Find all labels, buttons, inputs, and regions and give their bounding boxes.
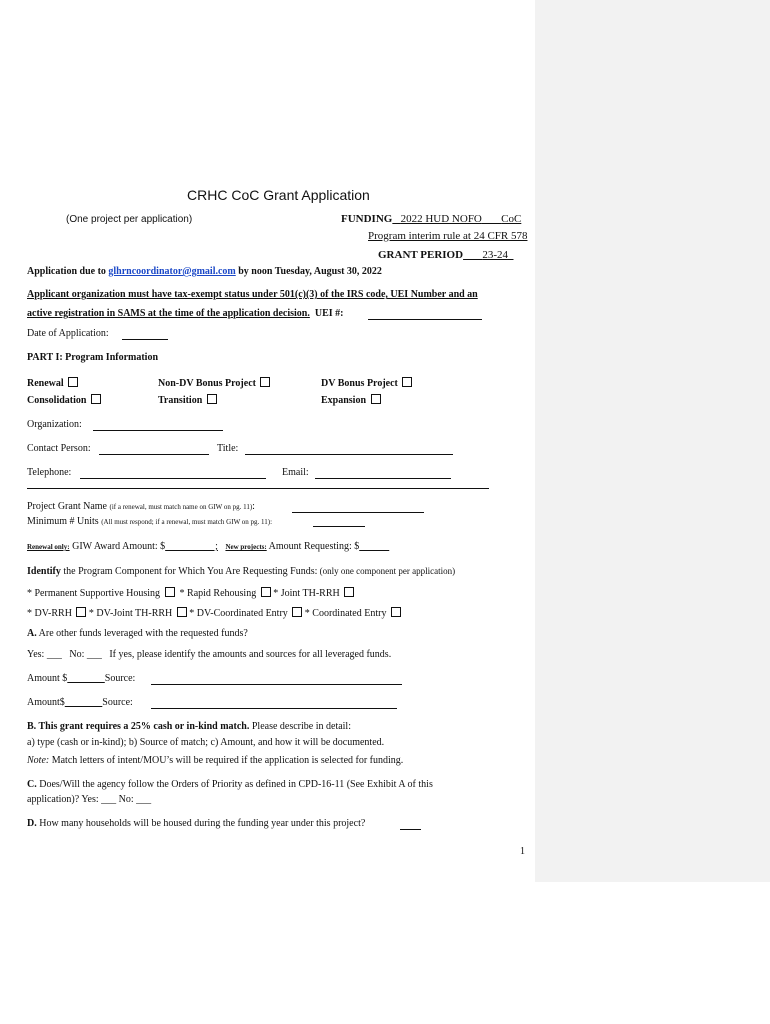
email-label: Email: [282, 467, 309, 478]
component-row-2 [27, 607, 401, 619]
option-dv[interactable]: DV Bonus Project [321, 377, 412, 389]
option-dvce[interactable]: * DV-Coordinated Entry [189, 608, 302, 619]
option-thrrh[interactable]: * Joint TH-RRH [273, 588, 354, 599]
page-number: 1 [520, 846, 525, 857]
project-name-field[interactable] [292, 512, 424, 513]
units-line: Minimum # Units (All must respond; if a renewal, must match GIW on pg. 11): [27, 516, 273, 527]
project-name-line: Project Grant Name (if a renewal, must match name on GIW on pg. 11): [27, 501, 255, 512]
checkbox-icon[interactable] [344, 587, 354, 597]
question-c: C. Does/Will the agency follow the Orders of Priority as defined in CPD-16-11 (See Exhibit A of this [27, 779, 433, 790]
checkbox-icon[interactable] [402, 377, 412, 387]
due-line: Application due to glhrncoordinator@gmail.com by noon Tuesday, August 30, 2022 [27, 266, 382, 277]
funding-rule: Program interim rule at 24 CFR 578 [368, 230, 528, 242]
checkbox-icon[interactable] [207, 394, 217, 404]
option-rrh[interactable]: * Rapid Rehousing [180, 588, 271, 599]
section-divider [27, 488, 489, 489]
checkbox-icon[interactable] [292, 607, 302, 617]
email-link[interactable]: glhrncoordinator@gmail.com [108, 266, 236, 277]
units-field[interactable] [313, 526, 365, 527]
amount1-label: Amount $ Source: [27, 673, 136, 684]
question-b: B. This grant requires a 25% cash or in-kind match. Please describe in detail: [27, 721, 351, 732]
source1-field[interactable] [151, 684, 402, 685]
leveraged-yes-no: Yes: ___ No: ___ If yes, please identify the amounts and sources for all leveraged funds. [27, 649, 392, 660]
contact-label: Contact Person: [27, 443, 91, 454]
option-dvrrh[interactable]: * DV-RRH [27, 608, 86, 619]
title-field[interactable] [245, 454, 453, 455]
checkbox-icon[interactable] [177, 607, 187, 617]
option-renewal[interactable]: Renewal [27, 377, 78, 389]
date-label: Date of Application: [27, 328, 109, 339]
source2-field[interactable] [151, 708, 397, 709]
option-dvthrrh[interactable]: * DV-Joint TH-RRH [89, 608, 187, 619]
checkbox-icon[interactable] [391, 607, 401, 617]
funding-line: FUNDING 2022 HUD NOFO CoC [341, 213, 522, 225]
applicant-requirement-2: active registration in SAMS at the time of the application decision. UEI #: [27, 308, 344, 319]
checkbox-icon[interactable] [76, 607, 86, 617]
option-nondv[interactable]: Non-DV Bonus Project [158, 377, 270, 389]
checkbox-icon[interactable] [261, 587, 271, 597]
component-row-1 [27, 587, 354, 599]
question-b-detail: a) type (cash or in-kind); b) Source of match; c) Amount, and how it will be documented. [27, 737, 385, 748]
question-d: D. How many households will be housed during the funding year under this project? [27, 818, 366, 829]
amount2-label: Amount$ Source: [27, 697, 133, 708]
telephone-label: Telephone: [27, 467, 72, 478]
comment-sidebar [535, 0, 770, 882]
option-expansion[interactable]: Expansion [321, 394, 381, 406]
checkbox-icon[interactable] [68, 377, 78, 387]
identify-line: Identify the Program Component for Which You Are Requesting Funds: (only one component per application) [27, 566, 456, 577]
checkbox-icon[interactable] [91, 394, 101, 404]
checkbox-icon[interactable] [260, 377, 270, 387]
contact-field[interactable] [99, 454, 209, 455]
option-psh[interactable]: * Permanent Supportive Housing [27, 588, 175, 599]
checkbox-icon[interactable] [371, 394, 381, 404]
telephone-field[interactable] [80, 478, 266, 479]
email-field[interactable] [315, 478, 451, 479]
organization-field[interactable] [93, 430, 223, 431]
date-field[interactable] [122, 339, 168, 340]
grant-period: GRANT PERIOD 23-24 [378, 249, 508, 261]
title-label: Title: [217, 443, 239, 454]
checkbox-icon[interactable] [165, 587, 175, 597]
page-title: CRHC CoC Grant Application [187, 187, 370, 203]
option-transition[interactable]: Transition [158, 394, 217, 406]
question-c-cont: application)? Yes: ___ No: ___ [27, 794, 152, 805]
question-a: A. Are other funds leveraged with the requested funds? [27, 628, 248, 639]
uei-field[interactable] [368, 319, 482, 320]
applicant-requirement-1: Applicant organization must have tax-exempt status under 501(c)(3) of the IRS code, UEI Number and an [27, 289, 478, 300]
amount-line: Renewal only: GIW Award Amount: $ ; New projects: Amount Requesting: $ [27, 541, 360, 552]
subtitle: (One project per application) [66, 214, 193, 225]
part1-title: PART I: Program Information [27, 352, 159, 363]
match-note: Note: Match letters of intent/MOU’s will be required if the application is selected for funding. [27, 755, 404, 766]
households-field[interactable] [400, 829, 421, 830]
option-consolidation[interactable]: Consolidation [27, 394, 101, 406]
organization-label: Organization: [27, 419, 82, 430]
option-ce[interactable]: * Coordinated Entry [305, 608, 401, 619]
